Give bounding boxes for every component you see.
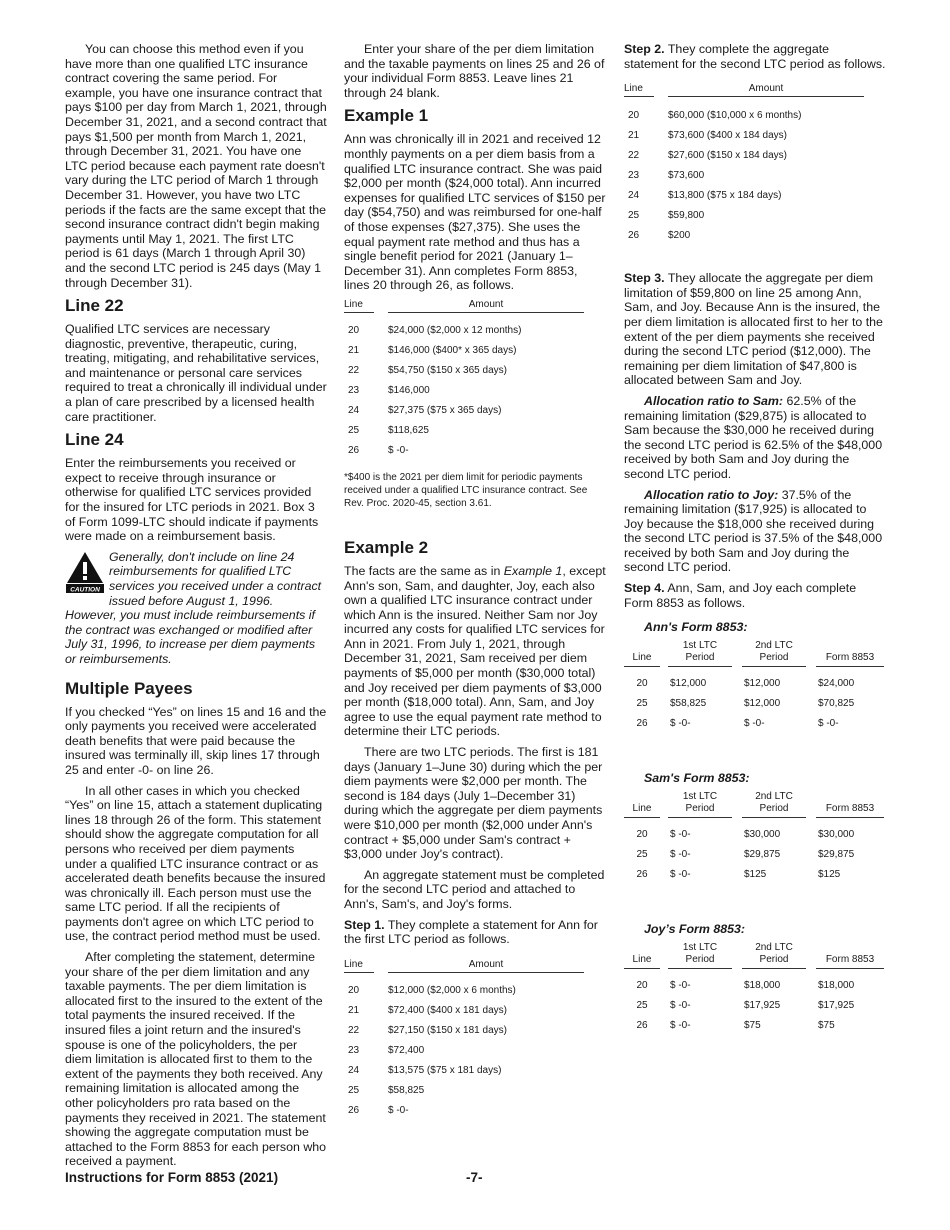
table-row [344, 361, 584, 381]
table-header-amount: Amount [668, 83, 864, 97]
table-row [344, 421, 584, 441]
table-row [624, 225, 864, 245]
form-column-header: Line [624, 942, 660, 969]
amount-cell: $75 [818, 1019, 835, 1031]
amount-cell: $125 [818, 868, 841, 880]
line-number-cell: 26 [348, 445, 360, 457]
allocation-joy-paragraph [624, 488, 886, 576]
column-left [65, 42, 327, 1175]
line-22-paragraph: Qualified LTC services are necessary diagnostic, preventive, therapeutic, curing, treating, mitigating, and rehabilitative services, and maintenance or personal care services required to treat a chronically ill individual under a plan of care prescribed by a licensed health care practitioner. [65, 322, 327, 424]
step-3-label: Step 3. [624, 271, 665, 286]
table-row [344, 1041, 584, 1061]
line-number-cell: 23 [348, 1045, 360, 1057]
table-row [344, 1101, 584, 1121]
line-number-cell: 25 [348, 1085, 360, 1097]
amount-cell: $12,000 ($2,000 x 6 months) [388, 985, 516, 997]
amount-cell: $146,000 ($400* x 365 days) [388, 345, 517, 357]
table-row [624, 185, 864, 205]
line-24-heading: Line 24 [65, 430, 124, 450]
amount-cell: $60,000 ($10,000 x 6 months) [668, 109, 802, 121]
table-header-amount: Amount [388, 959, 584, 973]
form-column-header: 2nd LTC Period [742, 942, 806, 969]
amount-cell: $ -0- [670, 979, 691, 991]
line-number-cell: 21 [348, 1005, 360, 1017]
step-4-text: Ann, Sam, and Joy each complete Form 8853 as follows. [624, 581, 857, 610]
table-row [344, 972, 584, 1001]
enter-share-paragraph: Enter your share of the per diem limitation and the taxable payments on lines 25 and 26 of your individual Form 8853. Leave lines 21 through 24 blank. [344, 42, 605, 100]
step-1-table [344, 959, 584, 1121]
form-8853-block [624, 620, 886, 733]
table-row [624, 165, 864, 185]
line-number-cell: 20 [348, 985, 360, 997]
form-8853-table [624, 942, 884, 1035]
form-8853-table [624, 791, 884, 884]
amount-cell: $72,400 [388, 1045, 425, 1057]
amount-cell: $13,575 ($75 x 181 days) [388, 1065, 502, 1077]
line-number-cell: 22 [348, 1025, 360, 1037]
form-column-header: Line [624, 640, 660, 667]
step-1-paragraph [344, 918, 606, 947]
line-number-cell: 26 [636, 1019, 648, 1031]
form-column-header: Form 8853 [816, 640, 884, 667]
amount-cell: $29,875 [818, 848, 855, 860]
line-number-cell: 20 [636, 979, 648, 991]
amount-cell: $ -0- [388, 445, 409, 457]
page-number: -7- [466, 1170, 483, 1185]
step-2-text: They complete the aggregate statement for the second LTC period as follows. [624, 42, 886, 71]
amount-cell: $125 [744, 868, 767, 880]
form-8853-block [624, 771, 886, 884]
allocation-sam-label: Allocation ratio to Sam: [644, 393, 784, 408]
line-number-cell: 26 [348, 1105, 360, 1117]
caution-icon [65, 550, 105, 594]
line-number-cell: 25 [636, 999, 648, 1011]
line-number-cell: 26 [636, 868, 648, 880]
form-8853-title: Sam's Form 8853: [644, 771, 750, 786]
amount-cell: $12,000 [670, 677, 707, 689]
line-number-cell: 24 [348, 1065, 360, 1077]
table-row [624, 205, 864, 225]
amount-cell: $59,800 [668, 209, 705, 221]
amount-cell: $ -0- [744, 717, 765, 729]
table-row [344, 1081, 584, 1101]
multiple-payees-paragraph-3: After completing the statement, determine your share of the per diem limitation and any taxable payments. The per diem limitation is allocated first to the insured to the extent of the total payments the insured received. If the insured files a joint return and the insured's spouse is one of the policyholders, the per diem limitation is allocated first to them to the extent of the payments they both received. Any remaining limitation is allocated among the other policyholders pro rata based on the payments they received in 2021. The statement showing the aggregate computation must be attached to the Form 8853 for each person who received a payment. [65, 950, 327, 1169]
line-number-cell: 23 [348, 385, 360, 397]
form-column-header: 1st LTC Period [668, 640, 732, 667]
table-row [624, 125, 864, 145]
amount-cell: $70,825 [818, 697, 855, 709]
step-3-paragraph [624, 271, 886, 388]
table-row [624, 969, 884, 996]
form-column-header: Form 8853 [816, 791, 884, 818]
column-middle [344, 42, 606, 1121]
amount-cell: $24,000 [818, 677, 855, 689]
amount-cell: $ -0- [670, 717, 691, 729]
allocation-sam-text: 62.5% of the remaining limitation ($29,875) is allocated to Sam because the $30,000 he received during the second LTC period is 62.5% of the $48,000 received by both Sam and Joy during the second LTC period. [624, 393, 883, 481]
step-4-label: Step 4. [624, 581, 665, 596]
table-row [624, 818, 884, 845]
line-number-cell: 25 [636, 697, 648, 709]
amount-cell: $ -0- [818, 717, 839, 729]
amount-cell: $29,875 [744, 848, 781, 860]
amount-cell: $ -0- [388, 1105, 409, 1117]
amount-cell: $17,925 [818, 999, 855, 1011]
line-number-cell: 25 [628, 209, 640, 221]
column-right [624, 42, 886, 1035]
step-2-table [624, 83, 864, 245]
table-row [624, 995, 884, 1015]
example-2-text-b: , except Ann's son, Sam, and daughter, Joy, each also own a qualified LTC insurance contract under which Ann is the insured. Neither Sam nor Joy incurred any costs for qualified LTC services for Ann in 2021. From July 1, 2021, through December 31, 2021, Sam received per diem payments of $5,000 per month ($30,000 total) and Joy received per diem payments of $3,000 per month ($18,000 total). Ann, Sam, and Joy agree to use the equal payment rate method to determine their LTC periods. [344, 563, 606, 739]
intro-paragraph: You can choose this method even if you have more than one qualified LTC insurance contract covering the same period. For example, you have one insurance contract that pays $100 per day from March 1, 2021, through December 31, 2021, and a second contract that pays $1,500 per month from March 1, 2021, through December 31, 2021. You have one LTC period because each payment rate doesn't vary during the LTC period of March 1 through December 31. However, you have two LTC periods if the facts are the same except that the second insurance contract didn't begin making payments until May 1, 2021. The first LTC period is 61 days (March 1 through April 30) and the second LTC period is 245 days (May 1 through December 31). [65, 42, 327, 290]
line-22-heading: Line 22 [65, 296, 124, 316]
table-header-amount: Amount [388, 299, 584, 313]
multiple-payees-paragraph-2: In all other cases in which you checked “Yes” on line 15, attach a statement duplicating lines 18 through 26 of the form. This statement should show the aggregate computation for all persons who received per diem payments under a qualified LTC insurance contract or as accelerated death benefits because the insured was chronically ill. Each person must use the same LTC period. If all the recipients of payments don't agree on which LTC period to use, the contract period method must be used. [65, 783, 326, 944]
amount-cell: $24,000 ($2,000 x 12 months) [388, 325, 522, 337]
line-number-cell: 26 [628, 229, 640, 241]
table-header-line: Line [344, 959, 374, 973]
amount-cell: $72,400 ($400 x 181 days) [388, 1005, 507, 1017]
form-column-header: 1st LTC Period [668, 942, 732, 969]
caution-note [65, 550, 327, 667]
example-2-paragraph-3: An aggregate statement must be completed for the second LTC period and attached to Ann's, Sam's, and Joy's forms. [344, 867, 605, 911]
example-2-heading: Example 2 [344, 537, 429, 557]
line-number-cell: 22 [628, 149, 640, 161]
form-8853-table [624, 640, 884, 733]
amount-cell: $75 [744, 1019, 761, 1031]
amount-cell: $27,150 ($150 x 181 days) [388, 1025, 507, 1037]
line-number-cell: 20 [628, 109, 640, 121]
amount-cell: $58,825 [670, 697, 707, 709]
amount-cell: $12,000 [744, 677, 781, 689]
form-8853-block [624, 922, 886, 1035]
line-number-cell: 20 [636, 677, 648, 689]
allocation-joy-label: Allocation ratio to Joy: [644, 487, 779, 502]
table-row [344, 341, 584, 361]
table-row [624, 97, 864, 126]
caution-text: Generally, don't include on line 24 reimbursements for qualified LTC services you received under a contract issued before August 1, 1996. However, you must include reimbursements if the contract was exchanged or modified after July 31, 1996, to increase per diem payments or reimbursements. [65, 549, 322, 666]
table-row [344, 312, 584, 341]
table-row [344, 401, 584, 421]
amount-cell: $ -0- [670, 1019, 691, 1031]
amount-cell: $17,925 [744, 999, 781, 1011]
example-1-heading: Example 1 [344, 106, 429, 126]
example-1-reference: Example 1 [503, 563, 563, 578]
amount-cell: $73,600 [668, 169, 705, 181]
table-header-line: Line [624, 83, 654, 97]
line-24-paragraph: Enter the reimbursements you received or expect to receive through insurance or otherwise for qualified LTC services provided for the insured for LTC periods in 2021. Box 3 of Form 1099-LTC should indicate if payments were made on a reimbursement basis. [65, 456, 319, 544]
amount-cell: $146,000 [388, 385, 430, 397]
form-column-header: Form 8853 [816, 942, 884, 969]
example-1-table [344, 299, 584, 461]
line-number-cell: 20 [348, 325, 360, 337]
table-row [344, 1021, 584, 1041]
allocation-joy-text: 37.5% of the remaining limitation ($17,925) is allocated to Joy because the $18,000 she received during the second LTC period is 37.5% of the $48,000 received by both Sam and Joy during the second LTC period. [624, 487, 883, 575]
amount-cell: $54,750 ($150 x 365 days) [388, 365, 507, 377]
amount-cell: $ -0- [670, 999, 691, 1011]
amount-cell: $12,000 [744, 697, 781, 709]
per-diem-footnote: *$400 is the 2021 per diem limit for periodic payments received under a qualified LTC insurance contract. See Rev. Proc. 2020-45, section 3.61. [344, 471, 588, 509]
amount-cell: $18,000 [818, 979, 855, 991]
table-row [624, 145, 864, 165]
step-3-text: They allocate the aggregate per diem limitation of $59,800 on line 25 among Ann, Sam, and Joy. Because Ann is the insured, the per diem limitation is allocated first to her to the extent of the per diem payments she received during the second LTC period ($12,000). The remaining per diem limitation of $47,800 is allocated between Sam and Joy. [624, 271, 883, 388]
form-column-header: 1st LTC Period [668, 791, 732, 818]
amount-cell: $18,000 [744, 979, 781, 991]
form-column-header: 2nd LTC Period [742, 640, 806, 667]
line-number-cell: 24 [348, 405, 360, 417]
example-1-paragraph: Ann was chronically ill in 2021 and received 12 monthly payments on a per diem basis from a qualified LTC insurance contract. She was paid $2,000 per month ($24,000 total). Ann incurred expenses for qualified LTC services of $150 per day ($54,750) and was reimbursed for one-half of those expenses ($27,375). She uses the equal payment rate method and thus has a single benefit period for 2021 (January 1–December 31). Ann completes Form 8853, lines 20 through 26, as follows. [344, 132, 606, 293]
amount-cell: $58,825 [388, 1085, 425, 1097]
form-8853-title: Joy’s Form 8853: [644, 922, 746, 937]
amount-cell: $30,000 [818, 828, 855, 840]
table-row [624, 844, 884, 864]
amount-cell: $ -0- [670, 828, 691, 840]
table-row [624, 713, 884, 733]
form-8853-title: Ann's Form 8853: [644, 620, 748, 635]
line-number-cell: 25 [636, 848, 648, 860]
line-number-cell: 22 [348, 365, 360, 377]
amount-cell: $30,000 [744, 828, 781, 840]
amount-cell: $ -0- [670, 848, 691, 860]
step-2-paragraph [624, 42, 886, 71]
form-column-header: 2nd LTC Period [742, 791, 806, 818]
line-number-cell: 25 [348, 425, 360, 437]
amount-cell: $73,600 ($400 x 184 days) [668, 129, 787, 141]
table-row [624, 1015, 884, 1035]
line-number-cell: 20 [636, 828, 648, 840]
step-2-label: Step 2. [624, 42, 665, 56]
amount-cell: $200 [668, 229, 691, 241]
footer-title: Instructions for Form 8853 (2021) [65, 1170, 279, 1185]
table-header-line: Line [344, 299, 374, 313]
allocation-sam-paragraph [624, 394, 886, 482]
step-1-text: They complete a statement for Ann for the first LTC period as follows. [344, 917, 598, 947]
step-4-paragraph [624, 581, 886, 610]
example-2-paragraph-1 [344, 564, 606, 739]
line-number-cell: 21 [348, 345, 360, 357]
line-number-cell: 21 [628, 129, 640, 141]
multiple-payees-paragraph-1: If you checked “Yes” on lines 15 and 16 and the only payments you received were accelerated death benefits that were paid because the insured was terminally ill, skip lines 17 through 25 and enter -0- on line 26. [65, 704, 327, 777]
example-2-text-a: The facts are the same as in [344, 563, 504, 578]
step-1-label: Step 1. [344, 917, 385, 932]
table-row [344, 1001, 584, 1021]
amount-cell: $27,600 ($150 x 184 days) [668, 149, 787, 161]
form-column-header: Line [624, 791, 660, 818]
example-2-paragraph-2: There are two LTC periods. The first is 181 days (January 1–June 30) during which the per diem payments were $2,000 per month. The second is 184 days (July 1–December 31) during which the aggregate per diem payments were $10,000 per month ($2,000 under Ann's contract + $5,000 under Sam's contract + $3,000 under Joy's contract). [344, 745, 603, 862]
caution-label: CAUTION [70, 586, 100, 594]
line-number-cell: 23 [628, 169, 640, 181]
table-row [624, 667, 884, 694]
amount-cell: $13,800 ($75 x 184 days) [668, 189, 782, 201]
table-row [624, 693, 884, 713]
table-row [344, 441, 584, 461]
table-row [344, 1061, 584, 1081]
amount-cell: $27,375 ($75 x 365 days) [388, 405, 502, 417]
table-row [624, 864, 884, 884]
line-number-cell: 26 [636, 717, 648, 729]
multiple-payees-heading: Multiple Payees [65, 678, 193, 698]
table-row [344, 381, 584, 401]
line-number-cell: 24 [628, 189, 640, 201]
amount-cell: $ -0- [670, 868, 691, 880]
form-8853-tables [624, 620, 886, 1035]
amount-cell: $118,625 [388, 425, 429, 437]
